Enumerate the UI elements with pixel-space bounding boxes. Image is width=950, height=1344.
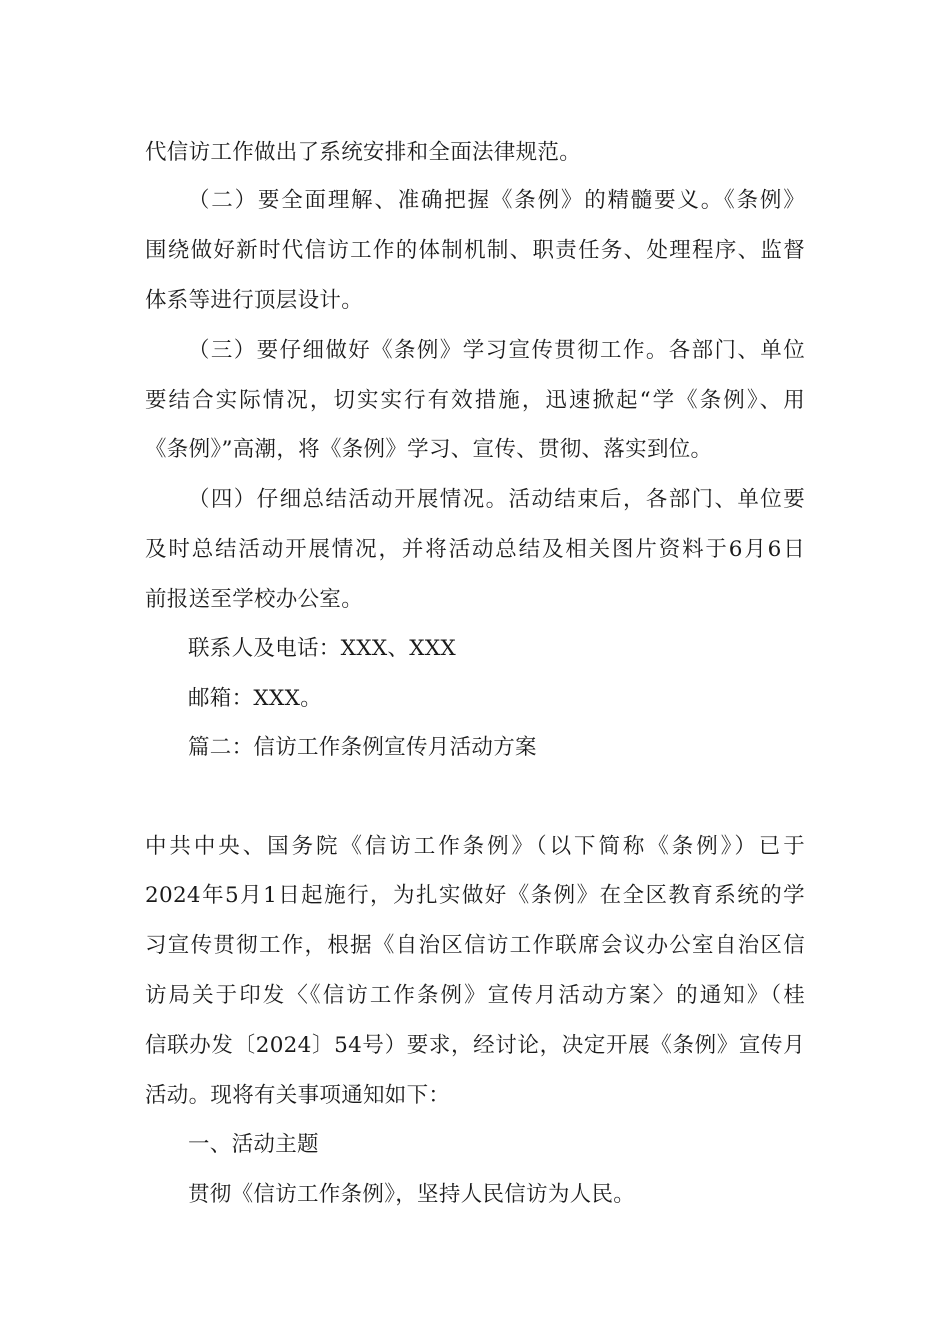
paragraph-line: （三）要仔细做好《条例》学习宣传贯彻工作。各部门、单位	[188, 338, 805, 363]
paragraph-line: 《条例》”高潮，将《条例》学习、宣传、贯彻、落实到位。	[145, 437, 713, 462]
paragraph-line: 中共中央、国务院《信访工作条例》（以下简称《条例》）已于	[145, 834, 805, 859]
section-heading: 篇二：信访工作条例宣传月活动方案	[188, 735, 537, 760]
paragraph-line: （二）要全面理解、准确把握《条例》的精髓要义。《条例》	[188, 188, 805, 213]
subsection-heading: 一、活动主题	[188, 1132, 319, 1157]
paragraph-line: 习宣传贯彻工作，根据《自治区信访工作联席会议办公室自治区信	[145, 933, 805, 958]
contact-line: 联系人及电话：XXX、XXX	[188, 636, 457, 661]
paragraph-line: （四）仔细总结活动开展情况。活动结束后，各部门、单位要	[188, 487, 805, 512]
paragraph-line: 代信访工作做出了系统安排和全面法律规范。	[145, 140, 582, 165]
paragraph-line: 2024年5月1日起施行，为扎实做好《条例》在全区教育系统的学	[145, 883, 805, 908]
paragraph-line: 围绕做好新时代信访工作的体制机制、职责任务、处理程序、监督	[145, 238, 805, 263]
paragraph-line: 体系等进行顶层设计。	[145, 288, 364, 313]
paragraph-line: 访局关于印发〈《信访工作条例》宣传月活动方案〉的通知》（桂	[145, 983, 805, 1008]
paragraph-line: 贯彻《信访工作条例》，坚持人民信访为人民。	[188, 1182, 636, 1207]
email-line: 邮箱：XXX。	[188, 686, 323, 711]
paragraph-line: 活动。现将有关事项通知如下：	[145, 1083, 451, 1108]
paragraph-line: 及时总结活动开展情况，并将活动总结及相关图片资料于6月6日	[145, 537, 805, 562]
paragraph-line: 前报送至学校办公室。	[145, 587, 364, 612]
paragraph-line: 信联办发〔2024〕54号）要求，经讨论，决定开展《条例》宣传月	[145, 1033, 805, 1058]
paragraph-line: 要结合实际情况，切实实行有效措施，迅速掀起“学《条例》、用	[145, 388, 805, 413]
